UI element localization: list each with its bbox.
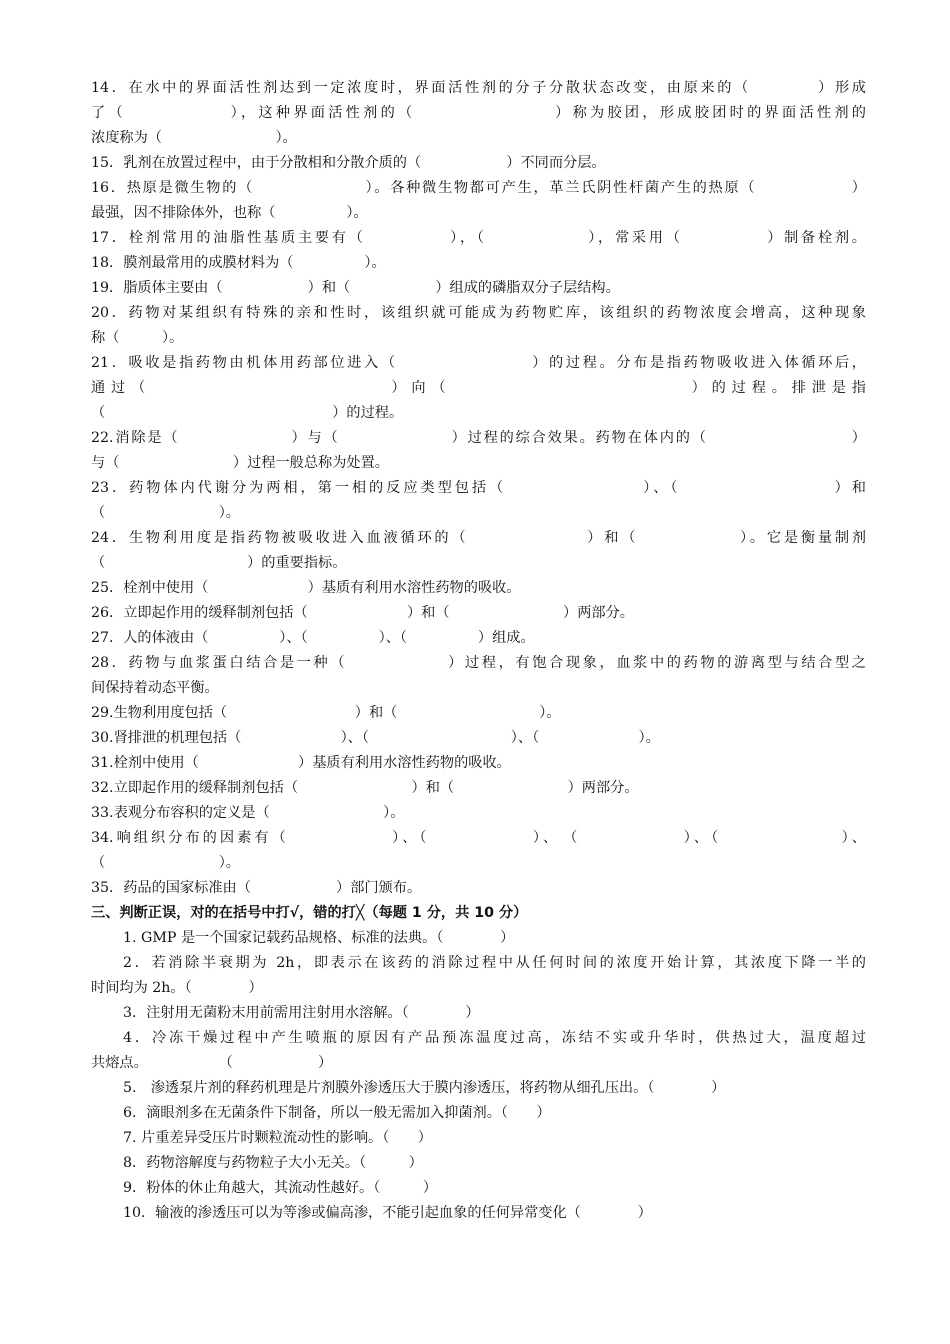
question-15-line-1: 15．乳剂在放置过程中，由于分散相和分散介质的（ ）不同而分层。 bbox=[91, 155, 606, 171]
tf-item-7-line-1: 7. 片重差异受压片时颗粒流动性的影响。（ ） bbox=[123, 1130, 432, 1146]
tf-item-1-line-1: 1. GMP 是一个国家记载药品规格、标准的法典。（ ） bbox=[123, 930, 515, 946]
tf-item-6-line-1: 6．滴眼剂多在无菌条件下制备，所以一般无需加入抑菌剂。（ ） bbox=[123, 1105, 551, 1121]
question-21-line-1: 21．吸收是指药物由机体用药部位进入（ ）的过程。分布是指药物吸收进入体循环后， bbox=[91, 355, 866, 371]
question-22-line-1: 22.消除是（ ）与（ ）过程的综合效果。药物在体内的（ ） bbox=[91, 430, 866, 446]
question-34-line-2: （ ）。 bbox=[91, 855, 240, 871]
question-28-line-1: 28．药物与血浆蛋白结合是一种（ ）过程，有饱合现象，血浆中的药物的游离型与结合型之 bbox=[91, 655, 866, 671]
tf-item-4-line-2: 共熔点。 （ ） bbox=[91, 1055, 333, 1071]
tf-item-2-line-2: 时间均为 2h。（ ） bbox=[91, 980, 263, 996]
question-33-line-1: 33.表观分布容积的定义是（ ）。 bbox=[91, 805, 405, 821]
section-3-heading: 三、判断正误，对的在括号中打√，错的打╳（每题 1 分，共 10 分） bbox=[91, 905, 528, 921]
question-23-line-1: 23．药物体内代谢分为两相，第一相的反应类型包括（ ）、（ ）和 bbox=[91, 480, 866, 496]
question-20-line-2: 称（ ）。 bbox=[91, 330, 184, 346]
question-32-line-1: 32.立即起作用的缓释制剂包括（ ）和（ ）两部分。 bbox=[91, 780, 639, 796]
question-20-line-1: 20．药物对某组织有特殊的亲和性时，该组织就可能成为药物贮库，该组织的药物浓度会增高，这种现象 bbox=[91, 305, 866, 321]
question-22-line-2: 与（ ）过程一般总称为处置。 bbox=[91, 455, 389, 471]
question-14-line-2: 了（ ），这种界面活性剂的（ ）称为胶团，形成胶团时的界面活性剂的 bbox=[91, 105, 866, 121]
question-16-line-1: 16．热原是微生物的（ ）。各种微生物都可产生，革兰氏阴性杆菌产生的热原（ ） bbox=[91, 180, 866, 196]
question-34-line-1: 34.响组织分布的因素有（ ）、（ ）、 （ ）、（ ）、 bbox=[91, 830, 866, 846]
question-16-line-2: 最强，因不排除体外，也称（ ）。 bbox=[91, 205, 368, 221]
question-14-line-1: 14．在水中的界面活性剂达到一定浓度时，界面活性剂的分子分散状态改变，由原来的（ ）形成 bbox=[91, 80, 866, 96]
question-24-line-2: （ ）的重要指标。 bbox=[91, 555, 347, 571]
tf-item-8-line-1: 8．药物溶解度与药物粒子大小无关。（ ） bbox=[123, 1155, 423, 1171]
question-27-line-1: 27．人的体液由（ ）、（ ）、（ ）组成。 bbox=[91, 630, 535, 646]
question-35-line-1: 35．药品的国家标准由（ ）部门颁布。 bbox=[91, 880, 422, 896]
tf-item-9-line-1: 9．粉体的休止角越大，其流动性越好。（ ） bbox=[123, 1180, 438, 1196]
exam-page bbox=[91, 76, 866, 1226]
question-21-line-2: 通过（ ）向（ ）的过程。排泄是指 bbox=[91, 380, 866, 396]
question-26-line-1: 26．立即起作用的缓释制剂包括（ ）和（ ）两部分。 bbox=[91, 605, 634, 621]
tf-item-2-line-1: 2．若消除半衰期为 2h，即表示在该药的消除过程中从任何时间的浓度开始计算，其浓度下降一半的 bbox=[123, 955, 866, 971]
question-24-line-1: 24．生物利用度是指药物被吸收进入血液循环的（ ）和（ ）。它是衡量制剂 bbox=[91, 530, 866, 546]
tf-item-3-line-1: 3．注射用无菌粉末用前需用注射用水溶解。（ ） bbox=[123, 1005, 480, 1021]
tf-item-10-line-1: 10．输液的渗透压可以为等渗或偏高渗，不能引起血象的任何异常变化（ ） bbox=[123, 1205, 652, 1221]
question-25-line-1: 25．栓剂中使用（ ）基质有利用水溶性药物的吸收。 bbox=[91, 580, 521, 596]
tf-item-4-line-1: 4．冷冻干燥过程中产生喷瓶的原因有产品预冻温度过高，冻结不实或升华时，供热过大，温度超过 bbox=[123, 1030, 866, 1046]
question-14-line-3: 浓度称为（ ）。 bbox=[91, 130, 297, 146]
tf-item-5-line-1: 5. 渗透泵片剂的释药机理是片剂膜外渗透压大于膜内渗透压，将药物从细孔压出。（ ） bbox=[123, 1080, 726, 1096]
question-21-line-3: （ ）的过程。 bbox=[91, 405, 404, 421]
question-23-line-2: （ ）。 bbox=[91, 505, 240, 521]
question-31-line-1: 31.栓剂中使用（ ）基质有利用水溶性药物的吸收。 bbox=[91, 755, 511, 771]
question-19-line-1: 19．脂质体主要由（ ）和（ ）组成的磷脂双分子层结构。 bbox=[91, 280, 620, 296]
question-30-line-1: 30.肾排泄的机理包括（ ）、（ ）、（ ）。 bbox=[91, 730, 660, 746]
question-17-line-1: 17．栓剂常用的油脂性基质主要有（ ），（ ），常采用（ ）制备栓剂。 bbox=[91, 230, 866, 246]
question-18-line-1: 18．膜剂最常用的成膜材料为（ ）。 bbox=[91, 255, 386, 271]
question-29-line-1: 29.生物利用度包括（ ）和（ ）。 bbox=[91, 705, 561, 721]
question-28-line-2: 间保持着动态平衡。 bbox=[91, 680, 219, 696]
